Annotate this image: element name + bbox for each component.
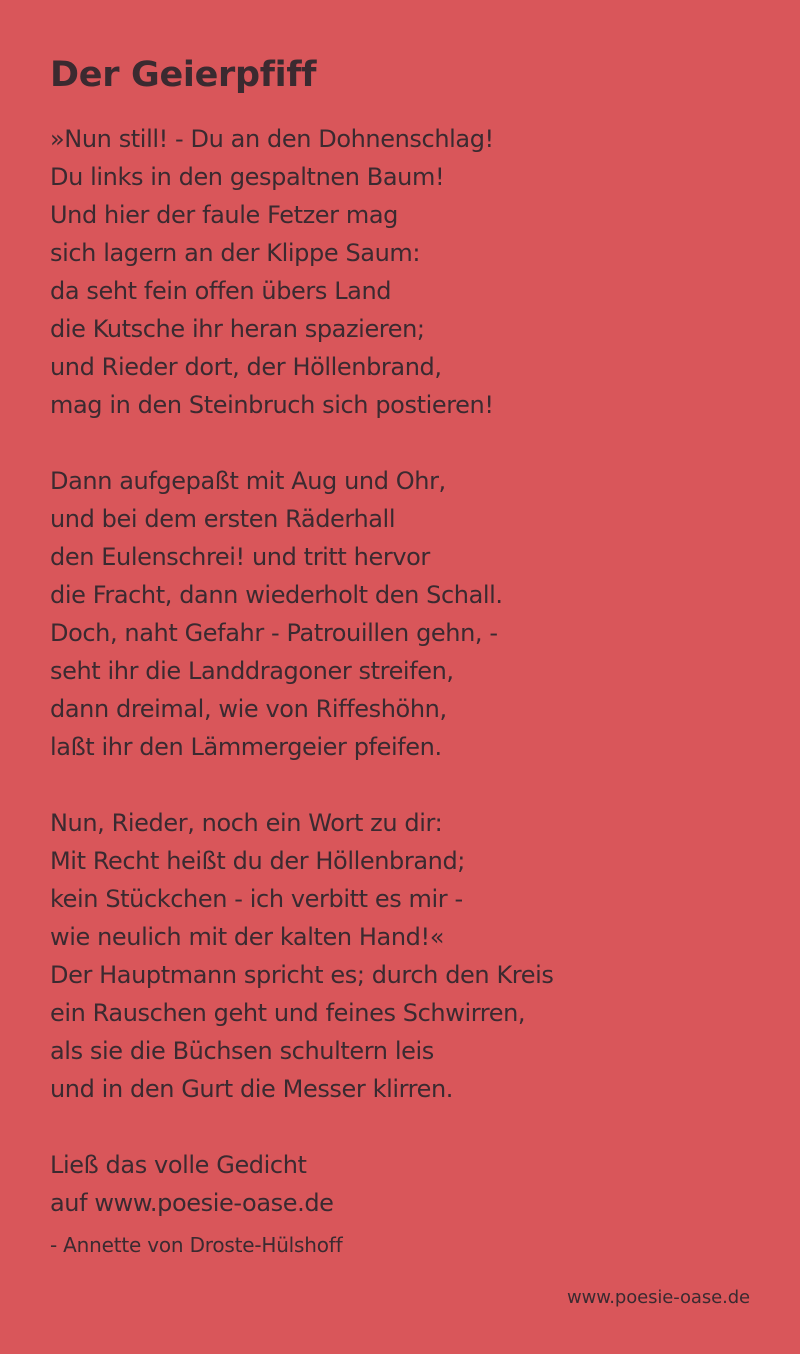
poem-line: und bei dem ersten Räderhall — [50, 505, 396, 533]
poem-line: laßt ihr den Lämmergeier pfeifen. — [50, 733, 442, 761]
poem-line: ein Rauschen geht und feines Schwirren, — [50, 999, 526, 1027]
stanza-3 — [50, 804, 770, 1108]
poem-author: - Annette von Droste-Hülshoff — [50, 1233, 343, 1257]
poem-line: und Rieder dort, der Höllenbrand, — [50, 353, 442, 381]
cta-line: auf www.poesie-oase.de — [50, 1189, 334, 1217]
poem-line: »Nun still! - Du an den Dohnenschlag! — [50, 125, 494, 153]
poem-line: die Fracht, dann wiederholt den Schall. — [50, 581, 503, 609]
poem-line: seht ihr die Landdragoner streifen, — [50, 657, 454, 685]
footer-url: www.poesie-oase.de — [567, 1287, 750, 1308]
poem-line: und in den Gurt die Messer klirren. — [50, 1075, 454, 1103]
poem-line: Doch, naht Gefahr - Patrouillen gehn, - — [50, 619, 498, 647]
poem-line: kein Stückchen - ich verbitt es mir - — [50, 885, 463, 913]
poem-line: mag in den Steinbruch sich postieren! — [50, 391, 494, 419]
poem-line: Nun, Rieder, noch ein Wort zu dir: — [50, 809, 443, 837]
poem-line: dann dreimal, wie von Riffeshöhn, — [50, 695, 447, 723]
stanza-1 — [50, 120, 770, 424]
poem-line: Der Hauptmann spricht es; durch den Kreis — [50, 961, 554, 989]
full-poem-note — [50, 1146, 770, 1222]
poem-line: Dann aufgepaßt mit Aug und Ohr, — [50, 467, 446, 495]
poem-line: als sie die Büchsen schultern leis — [50, 1037, 434, 1065]
poem-line: da seht fein offen übers Land — [50, 277, 392, 305]
poem-line: Und hier der faule Fetzer mag — [50, 201, 398, 229]
poem-line: den Eulenschrei! und tritt hervor — [50, 543, 430, 571]
poem-line: wie neulich mit der kalten Hand!« — [50, 923, 445, 951]
poem-line: die Kutsche ihr heran spazieren; — [50, 315, 425, 343]
poem-line: Mit Recht heißt du der Höllenbrand; — [50, 847, 465, 875]
poem-title: Der Geierpfiff — [50, 55, 317, 95]
stanza-2 — [50, 462, 770, 766]
poem-line: sich lagern an der Klippe Saum: — [50, 239, 421, 267]
poem-card — [50, 50, 770, 1262]
cta-line: Ließ das volle Gedicht — [50, 1151, 307, 1179]
poem-line: Du links in den gespaltnen Baum! — [50, 163, 445, 191]
